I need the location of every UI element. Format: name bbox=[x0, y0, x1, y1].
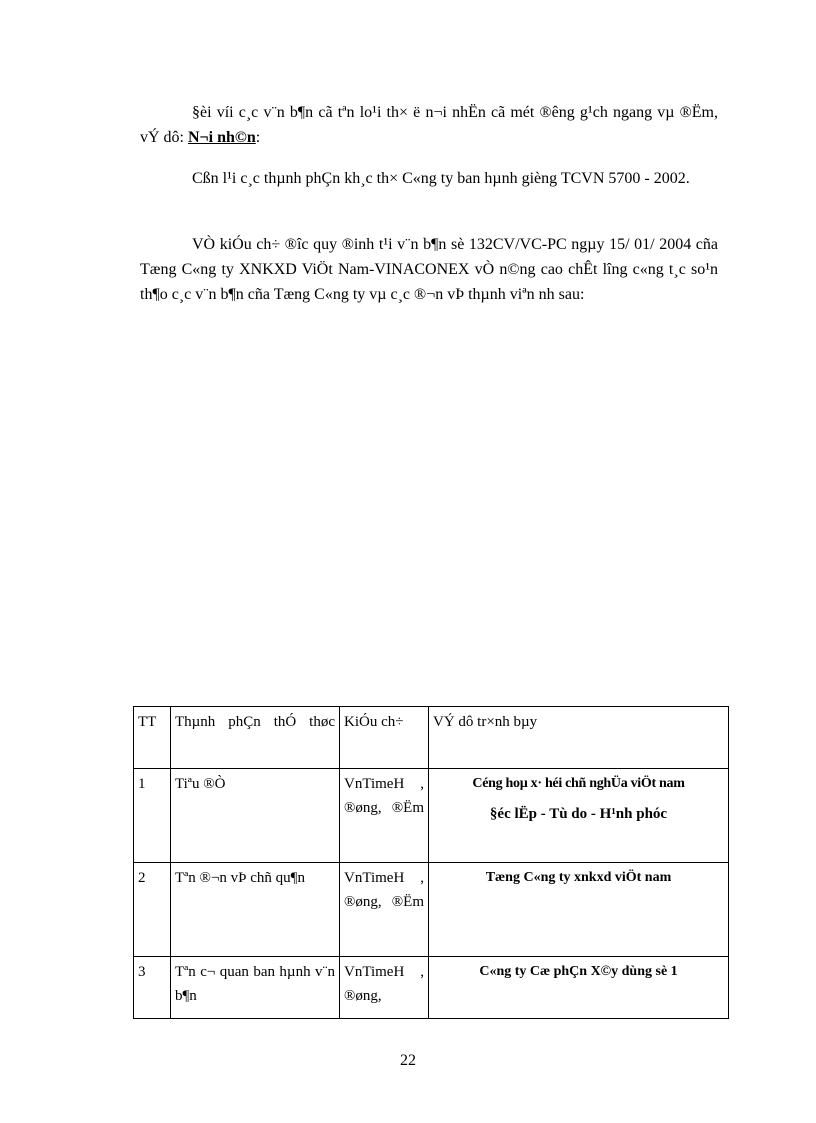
paragraph-font-rules bbox=[140, 232, 718, 307]
paragraph-lead: §èi víi c¸c v¨n b¶n cã tªn lo¹i th× ë n¬i nhËn cã mét ®êng g¹ch ngang vµ ®Ëm, vÝ dô: bbox=[140, 104, 718, 146]
example-issuer: C«ng ty Cæ phÇn X©y dùng sè 1 bbox=[479, 964, 678, 979]
table-row bbox=[134, 863, 729, 957]
paragraph-receiver-note bbox=[140, 100, 718, 150]
header-element: Thµnh phÇn thÓ thøc bbox=[171, 707, 340, 769]
cell-example bbox=[429, 769, 729, 863]
header-font: KiÓu ch÷ bbox=[340, 707, 429, 769]
cell-tt: 3 bbox=[134, 957, 171, 1019]
page-number: 22 bbox=[400, 1052, 416, 1069]
example-motto: §éc lËp - Tù do - H¹nh phóc bbox=[489, 806, 668, 822]
cell-example bbox=[429, 957, 729, 1019]
cell-tt: 2 bbox=[134, 863, 171, 957]
cell-example bbox=[429, 863, 729, 957]
example-national-title: Céng hoµ x· héi chñ nghÜa viÖt nam bbox=[472, 776, 685, 791]
example-parent-org: Tæng C«ng ty xnkxd viÖt nam bbox=[485, 870, 672, 885]
cell-font: VnTimeH , ®øng, ®Ëm bbox=[340, 863, 429, 957]
header-example: VÝ dô tr×nh bµy bbox=[429, 707, 729, 769]
cell-font: VnTimeH , ®øng, ®Ëm bbox=[340, 769, 429, 863]
format-table bbox=[133, 706, 729, 1019]
cell-element: Tiªu ®Ò bbox=[171, 769, 340, 863]
paragraph-tail: : bbox=[255, 129, 261, 146]
cell-font: VnTimeH , ®øng, bbox=[340, 957, 429, 1019]
paragraph-standard-note bbox=[140, 166, 718, 191]
emphasis-receiver: N¬i nh©n bbox=[188, 129, 256, 146]
table-row bbox=[134, 769, 729, 863]
cell-element: Tªn c¬ quan ban hµnh v¨n b¶n bbox=[171, 957, 340, 1019]
table-header-row bbox=[134, 707, 729, 769]
header-tt: TT bbox=[134, 707, 171, 769]
table-row bbox=[134, 957, 729, 1019]
cell-element: Tªn ®¬n vÞ chñ qu¶n bbox=[171, 863, 340, 957]
paragraph-text: VÒ kiÓu ch÷ ®îc quy ®inh t¹i v¨n b¶n sè 132CV/VC-PC ngµy 15/ 01/ 2004 cña Tæng C«ng ty XNKXD ViÖt Nam-VINACONEX vÒ n©ng cao chÊt lîng c«ng t¸c so¹n th¶o c¸c v¨n b¶n cña Tæng C«ng ty vµ c¸c ®¬n vÞ thµnh viªn nh sau: bbox=[140, 236, 718, 303]
cell-tt: 1 bbox=[134, 769, 171, 863]
paragraph-text: Cßn l¹i c¸c thµnh phÇn kh¸c th× C«ng ty ban hµnh gièng TCVN 5700 - 2002. bbox=[192, 170, 690, 187]
